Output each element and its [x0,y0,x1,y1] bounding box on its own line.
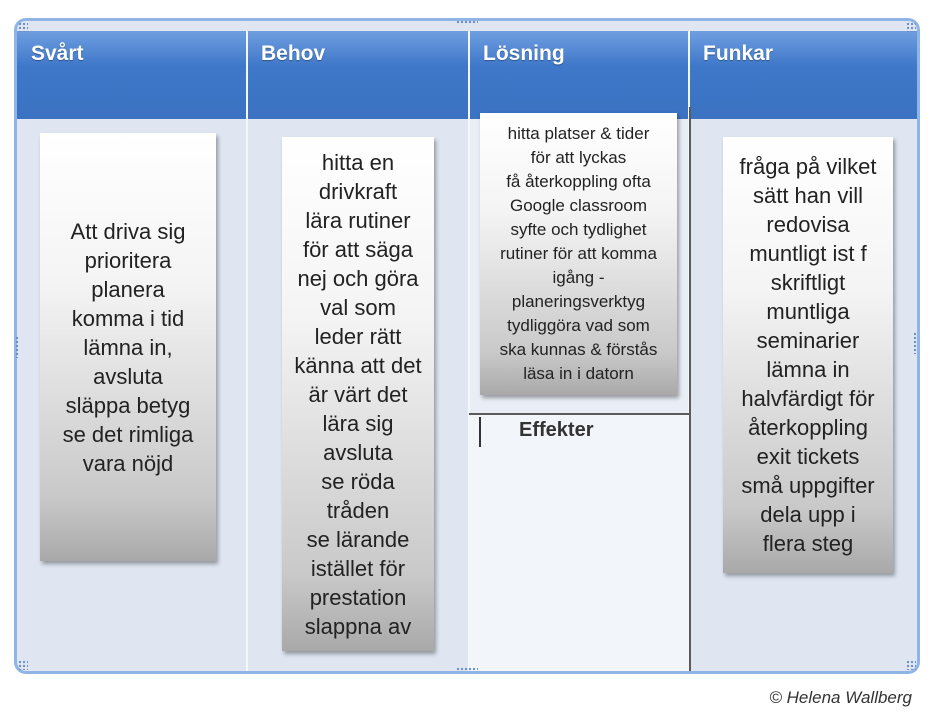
note-line: muntliga [766,299,850,324]
note-line: planera [91,276,165,302]
note-line: prestation [309,584,407,610]
note-line: avsluta [323,439,393,465]
sticky-note-behov[interactable] [282,137,434,651]
note-line: skriftligt [770,270,846,295]
note-line: känna att det [294,352,422,378]
left-resize-handle[interactable] [15,336,19,358]
note-line: prioritera [84,247,172,273]
note-line: hitta en [321,149,395,175]
note-line: se röda [321,468,395,494]
note-line: läsa in i datorn [523,364,634,383]
note-line: flera steg [762,531,854,556]
text-cursor [479,417,481,447]
sticky-note-funkar[interactable] [723,137,893,573]
note-line: nej och göra [297,265,419,291]
bottom-resize-handle[interactable] [456,667,478,671]
note-line: släppa betyg [65,392,191,418]
note-line: Google classroom [509,196,647,215]
note-line: istället för [310,555,406,581]
corner-handle-bottom-right[interactable] [906,660,916,670]
copyright-credit: © Helena Wallberg [769,688,912,707]
note-line: hitta platser & tider [507,124,650,143]
corner-handle-bottom-left[interactable] [18,660,28,670]
note-line: för att lyckas [530,148,627,167]
note-line: muntligt ist f [749,241,867,266]
note-line: planeringsverktyg [511,292,646,311]
note-line: små uppgifter [741,473,875,498]
note-line: är värt det [308,381,408,407]
note-line: för att säga [302,236,414,262]
column-title-losning: Lösning [483,42,565,65]
note-line: drivkraft [318,178,398,204]
note-line: lära sig [322,410,394,436]
note-line: rutiner för att komma [500,244,657,263]
sticky-note-losning[interactable] [480,113,677,395]
note-line: val som [320,294,396,320]
note-line: igång - [552,268,605,287]
note-line: se det rimliga [62,421,194,447]
right-resize-handle[interactable] [913,332,917,354]
note-line: fråga på vilket [739,154,877,179]
note-line: lämna in [766,357,850,382]
note-line: lära rutiner [305,207,411,233]
column-header-bar [17,31,917,119]
column-title-behov: Behov [261,42,326,65]
note-line: sätt han vill [752,183,864,208]
effects-label: Effekter [519,419,594,441]
note-line: komma i tid [71,305,185,331]
note-line: återkoppling [748,415,868,440]
effects-divider [689,107,691,674]
note-line: lämna in, [83,334,173,360]
note-line: halvfärdigt för [741,386,875,411]
sticky-note-svart[interactable] [40,133,216,561]
note-line: dela upp i [760,502,856,527]
column-title-funkar: Funkar [703,42,774,65]
note-line: se lärande [306,526,410,552]
note-line: tydliggöra vad som [507,316,650,335]
note-line: seminarier [756,328,860,353]
note-line: leder rätt [314,323,402,349]
note-line: tråden [326,497,390,523]
note-line: syfte och tydlighet [510,220,647,239]
note-line: få återkoppling ofta [506,172,651,191]
note-line: ska kunnas & förstås [499,340,658,359]
column-divider [246,31,248,674]
corner-handle-top-right[interactable] [906,22,916,32]
note-line: redovisa [766,212,850,237]
note-line: exit tickets [756,444,860,469]
column-title-svart: Svårt [31,42,84,65]
effects-section [469,413,689,674]
note-line: slappna av [304,613,412,639]
note-line: avsluta [93,363,163,389]
corner-handle-top-left[interactable] [18,22,28,32]
top-resize-handle[interactable] [456,20,478,24]
note-line: Att driva sig [70,218,186,244]
note-line: vara nöjd [82,450,174,476]
